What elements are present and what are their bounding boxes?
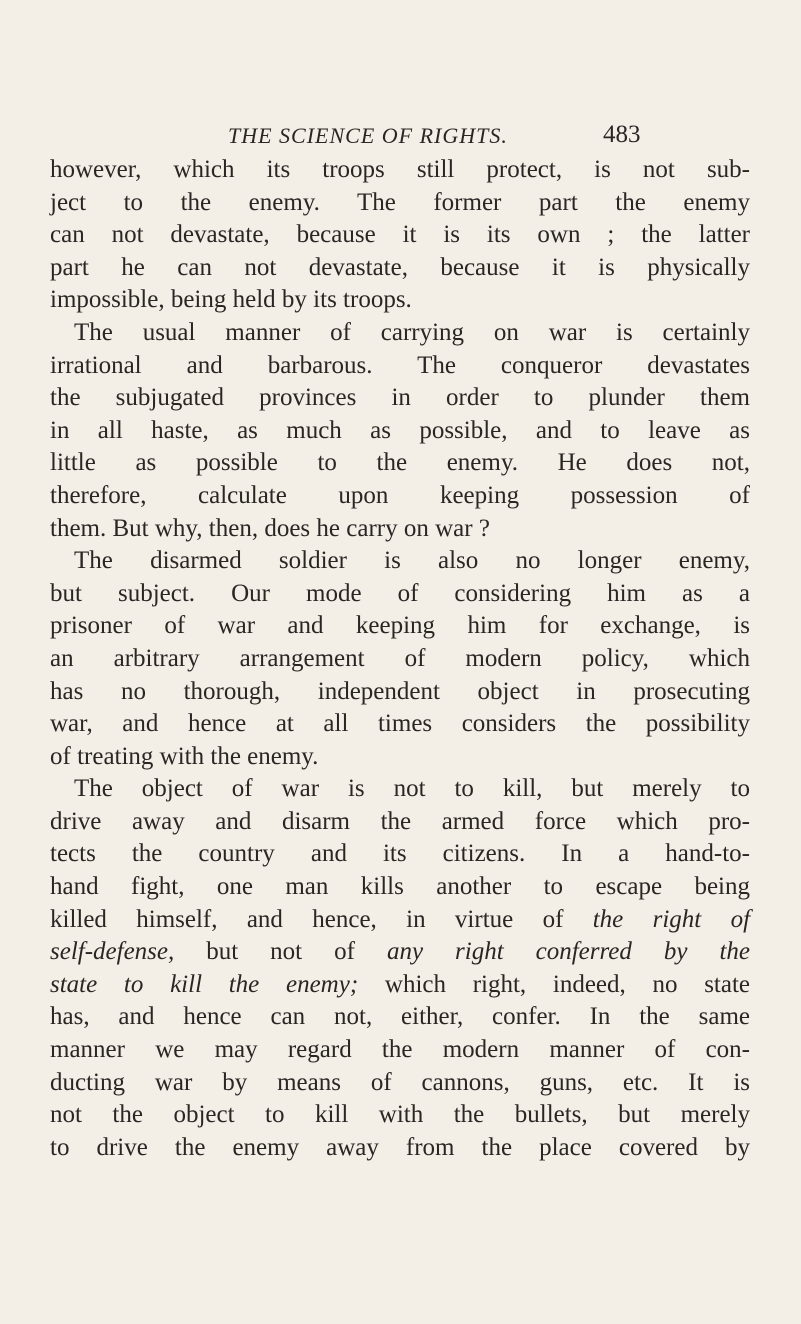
text-line: The usual manner of carrying on war is certainly [74, 318, 750, 346]
italic-phrase: the right of [592, 905, 751, 933]
text-line: part he can not devastate, because it is physically [50, 253, 750, 281]
text-line: them. But why, then, does he carry on war ? [50, 514, 490, 542]
italic-phrase: self-defense, [50, 938, 175, 966]
italic-phrase: state to kill the enemy; [50, 970, 359, 998]
text-line: has no thorough, independent object in prosecuting [50, 677, 750, 705]
text-line: the subjugated provinces in order to plunder them [50, 384, 750, 412]
text-line: ducting war by means of cannons, guns, etc. It is [50, 1068, 750, 1096]
text-line: an arbitrary arrangement of modern policy, which [50, 644, 750, 672]
page-number: 483 [603, 121, 641, 148]
running-title: THE SCIENCE OF RIGHTS. [228, 123, 508, 148]
text-line: to drive the enemy away from the place covered by [50, 1133, 750, 1161]
text-line: of treating with the enemy. [50, 742, 319, 770]
text-line [50, 969, 750, 1002]
text-line: therefore, calculate upon keeping possession of [50, 481, 750, 509]
text-line [50, 936, 750, 969]
text-line: drive away and disarm the armed force which pro- [50, 807, 750, 835]
text-line: prisoner of war and keeping him for exchange, is [50, 612, 750, 640]
text-fragment: but not of [174, 938, 387, 966]
text-line: hand fight, one man kills another to escape being [50, 873, 750, 901]
body-text [50, 154, 750, 1164]
text-fragment: killed himself, and hence, in virtue of [50, 905, 593, 933]
text-line: however, which its troops still protect, is not sub- [50, 156, 750, 183]
text-line: impossible, being held by its troops. [50, 286, 412, 314]
text-line: The object of war is not to kill, but merely to [74, 775, 750, 803]
text-line: little as possible to the enemy. He does not, [50, 449, 750, 477]
text-line: ject to the enemy. The former part the enemy [50, 188, 750, 216]
text-line: but subject. Our mode of considering him as a [50, 579, 750, 607]
text-line: in all haste, as much as possible, and to leave as [50, 416, 750, 444]
text-line: tects the country and its citizens. In a hand-to- [50, 840, 750, 868]
text-line: irrational and barbarous. The conqueror devastates [50, 351, 750, 379]
text-line: manner we may regard the modern manner of con- [50, 1036, 750, 1064]
text-line: war, and hence at all times considers the possibility [50, 710, 750, 738]
text-line: not the object to kill with the bullets, but merely [50, 1101, 750, 1129]
text-fragment: which right, indeed, no state [358, 970, 751, 998]
text-line: can not devastate, because it is its own ; the latter [50, 221, 750, 249]
text-line [50, 904, 750, 937]
italic-phrase: any right conferred by the [386, 938, 751, 966]
text-line: has, and hence can not, either, confer. In the same [50, 1003, 750, 1031]
text-line: The disarmed soldier is also no longer enemy, [74, 547, 750, 575]
